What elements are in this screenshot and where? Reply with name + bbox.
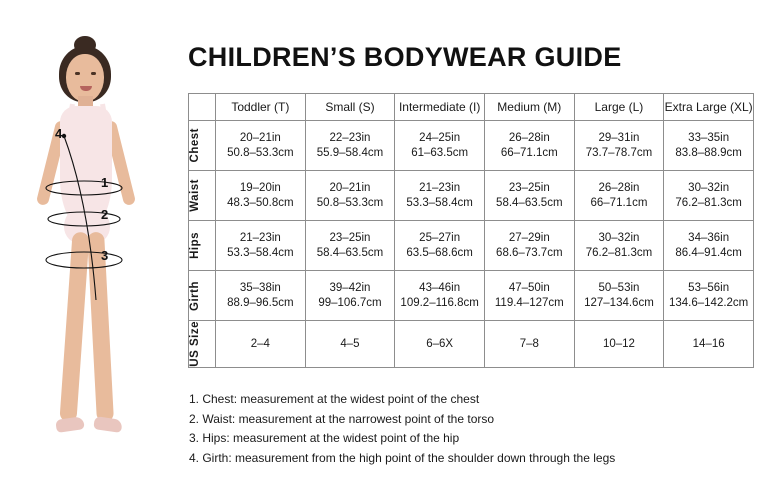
cell-girth-small: 39–42in 99–106.7cm (305, 271, 395, 321)
column-header-medium: Medium (M) (484, 94, 574, 121)
cell-us-size-small: 4–5 (305, 321, 395, 368)
table-row (189, 221, 754, 271)
row-label-waist: Waist (189, 171, 216, 221)
cell-waist-extra-large: 30–32in 76.2–81.3cm (664, 171, 754, 221)
column-header-toddler: Toddler (T) (216, 94, 306, 121)
cell-chest-toddler: 20–21in 50.8–53.3cm (216, 121, 306, 171)
table-row (189, 321, 754, 368)
page-title: CHILDREN’S BODYWEAR GUIDE (188, 42, 622, 72)
cell-waist-medium: 23–25in 58.4–63.5cm (484, 171, 574, 221)
column-header-small: Small (S) (305, 94, 395, 121)
cell-chest-intermediate: 24–25in 61–63.5cm (395, 121, 485, 171)
marker-4-girth: 4 (55, 126, 63, 141)
cell-waist-intermediate: 21–23in 53.3–58.4cm (395, 171, 485, 221)
cell-girth-medium: 47–50in 119.4–127cm (484, 271, 574, 321)
measurement-lines-overlay (0, 0, 184, 499)
cell-hips-medium: 27–29in 68.6–73.7cm (484, 221, 574, 271)
table-row (189, 121, 754, 171)
cell-waist-large: 26–28in 66–71.1cm (574, 171, 664, 221)
note-hips: 3. Hips: measurement at the widest point of the hip (189, 431, 460, 445)
cell-us-size-medium: 7–8 (484, 321, 574, 368)
row-label-girth: Girth (189, 271, 216, 321)
guide-content (184, 0, 768, 499)
cell-chest-large: 29–31in 73.7–78.7cm (574, 121, 664, 171)
cell-hips-intermediate: 25–27in 63.5–68.6cm (395, 221, 485, 271)
cell-us-size-large: 10–12 (574, 321, 664, 368)
marker-2-waist: 2 (101, 207, 109, 222)
cell-waist-small: 20–21in 50.8–53.3cm (305, 171, 395, 221)
marker-1-chest: 1 (101, 175, 109, 190)
measurement-notes (189, 390, 759, 468)
note-girth: 4. Girth: measurement from the high point of the shoulder down through the legs (189, 450, 616, 465)
cell-chest-extra-large: 33–35in 83.8–88.9cm (664, 121, 754, 171)
column-header-intermediate: Intermediate (I) (395, 94, 485, 121)
cell-hips-toddler: 21–23in 53.3–58.4cm (216, 221, 306, 271)
row-label-us-size: US Size (189, 321, 216, 368)
cell-us-size-toddler: 2–4 (216, 321, 306, 368)
cell-hips-extra-large: 34–36in 86.4–91.4cm (664, 221, 754, 271)
table-header-row (189, 94, 754, 121)
marker-3-hips: 3 (101, 248, 109, 263)
model-illustration-panel (0, 0, 184, 499)
cell-hips-small: 23–25in 58.4–63.5cm (305, 221, 395, 271)
cell-us-size-intermediate: 6–6X (395, 321, 485, 368)
note-chest: 1. Chest: measurement at the widest point of the chest (189, 392, 480, 406)
cell-waist-toddler: 19–20in 48.3–50.8cm (216, 171, 306, 221)
table-body (189, 121, 754, 368)
note-waist: 2. Waist: measurement at the narrowest point of the torso (189, 411, 495, 426)
cell-chest-small: 22–23in 55.9–58.4cm (305, 121, 395, 171)
cell-girth-intermediate: 43–46in 109.2–116.8cm (395, 271, 485, 321)
table-corner-cell (189, 94, 216, 121)
row-label-chest: Chest (189, 121, 216, 171)
column-header-extra-large: Extra Large (XL) (664, 94, 754, 121)
table-header (189, 94, 754, 121)
cell-chest-medium: 26–28in 66–71.1cm (484, 121, 574, 171)
cell-hips-large: 30–32in 76.2–81.3cm (574, 221, 664, 271)
cell-us-size-extra-large: 14–16 (664, 321, 754, 368)
column-header-large: Large (L) (574, 94, 664, 121)
cell-girth-extra-large: 53–56in 134.6–142.2cm (664, 271, 754, 321)
table-row (189, 171, 754, 221)
cell-girth-large: 50–53in 127–134.6cm (574, 271, 664, 321)
table-row (189, 271, 754, 321)
size-chart-table (188, 93, 754, 368)
cell-girth-toddler: 35–38in 88.9–96.5cm (216, 271, 306, 321)
row-label-hips: Hips (189, 221, 216, 271)
